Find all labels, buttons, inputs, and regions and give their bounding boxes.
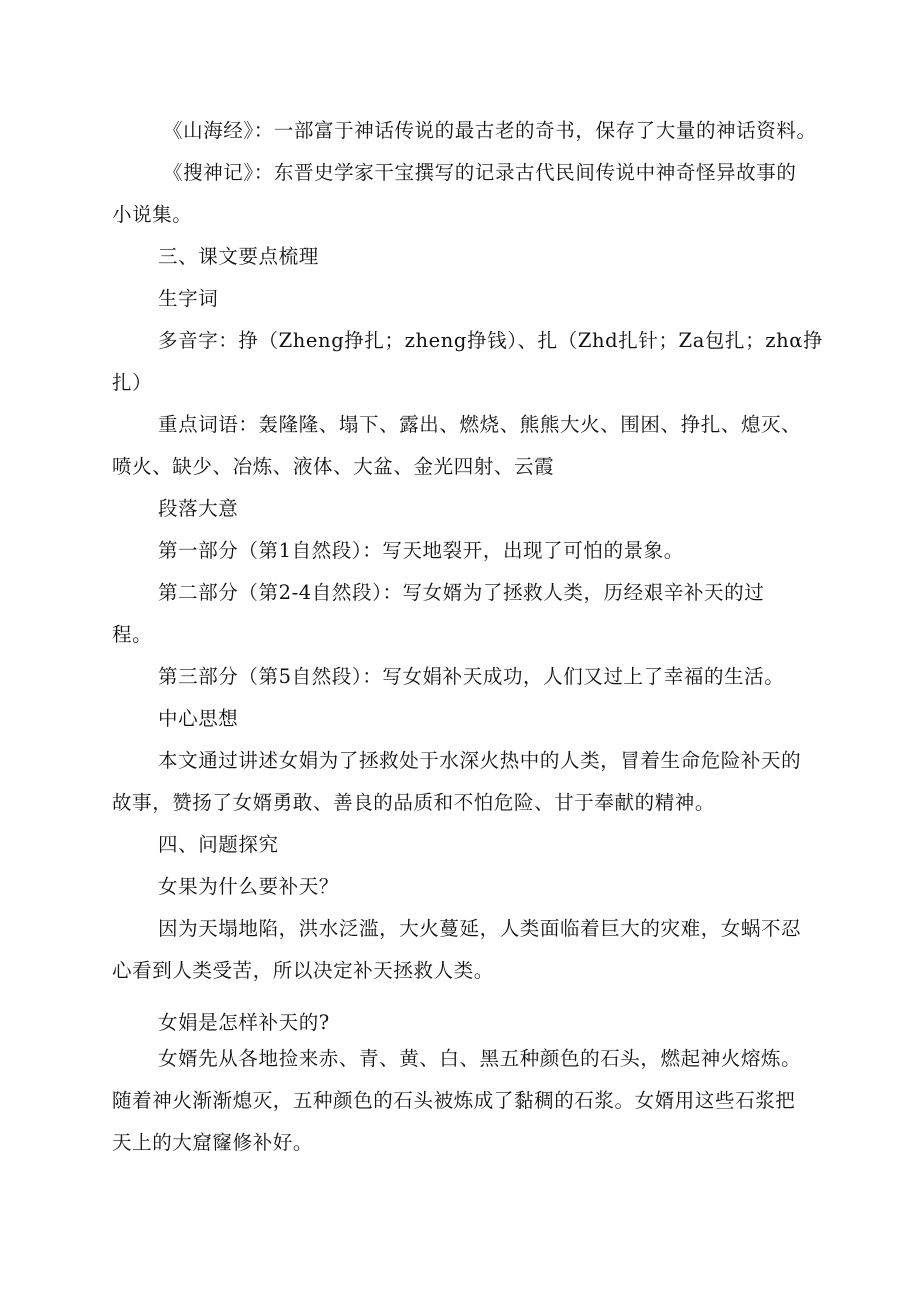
text-line: 喷火、缺少、冶炼、液体、大盆、金光四射、云霞 (112, 455, 555, 478)
text-line: 本文通过讲述女娟为了拯救处于水深火热中的人类，冒着生命危险补天的 (158, 749, 802, 772)
text-line: 《搜神记》：东晋史学家干宝撰写的记录古代民间传说中神奇怪异故事的 (163, 161, 797, 184)
text-line: 程。 (112, 623, 153, 646)
text-line: 天上的大窟窿修补好。 (112, 1131, 314, 1154)
question: 女果为什么要补天？ (158, 875, 339, 898)
section-heading: 四、问题探究 (158, 833, 279, 856)
text-line: 因为天塌地陷，洪水泛滥，大火蔓延，人类面临着巨大的灾难，女蜗不忍 (158, 917, 802, 940)
text-line: 故事，赞扬了女婿勇敢、善良的品质和不怕危险、甘于奉献的精神。 (112, 791, 716, 814)
subheading: 生字词 (158, 287, 219, 310)
text-line: 小说集。 (112, 203, 193, 226)
section-heading: 三、课文要点梳理 (158, 245, 319, 268)
text-line: 心看到人类受苦，所以决定补天拯救人类。 (112, 959, 494, 982)
text-line: 第三部分（第5自然段）：写女娟补天成功，人们又过上了幸福的生活。 (158, 665, 785, 688)
subheading: 段落大意 (158, 497, 239, 520)
text-line: 女婿先从各地捡来赤、青、黄、白、黑五种颜色的石头，燃起神火熔炼。 (158, 1047, 802, 1070)
text-line: 《山海经》：一部富于神话传说的最古老的奇书，保存了大量的神话资料。 (163, 119, 817, 142)
text-line: 第一部分（第1自然段）：写天地裂开，出现了可怕的景象。 (158, 539, 684, 562)
text-line: 随着神火渐渐熄灭，五种颜色的石头被炼成了黏稠的石浆。女婿用这些石浆把 (112, 1089, 796, 1112)
text-line: 第二部分（第2-4自然段）：写女婿为了拯救人类，历经艰辛补天的过 (158, 581, 765, 604)
text-line: 扎） (112, 371, 153, 394)
subheading: 中心思想 (158, 707, 239, 730)
question: 女娟是怎样补天的? (158, 1011, 330, 1034)
text-line: 多音字：挣（Zheng挣扎；zheng挣钱）、扎（Zhd扎针；Za包扎；zhα挣 (158, 329, 824, 352)
text-line: 重点词语：轰隆隆、塌下、露出、燃烧、熊熊大火、围困、挣扎、熄灭、 (158, 413, 802, 436)
